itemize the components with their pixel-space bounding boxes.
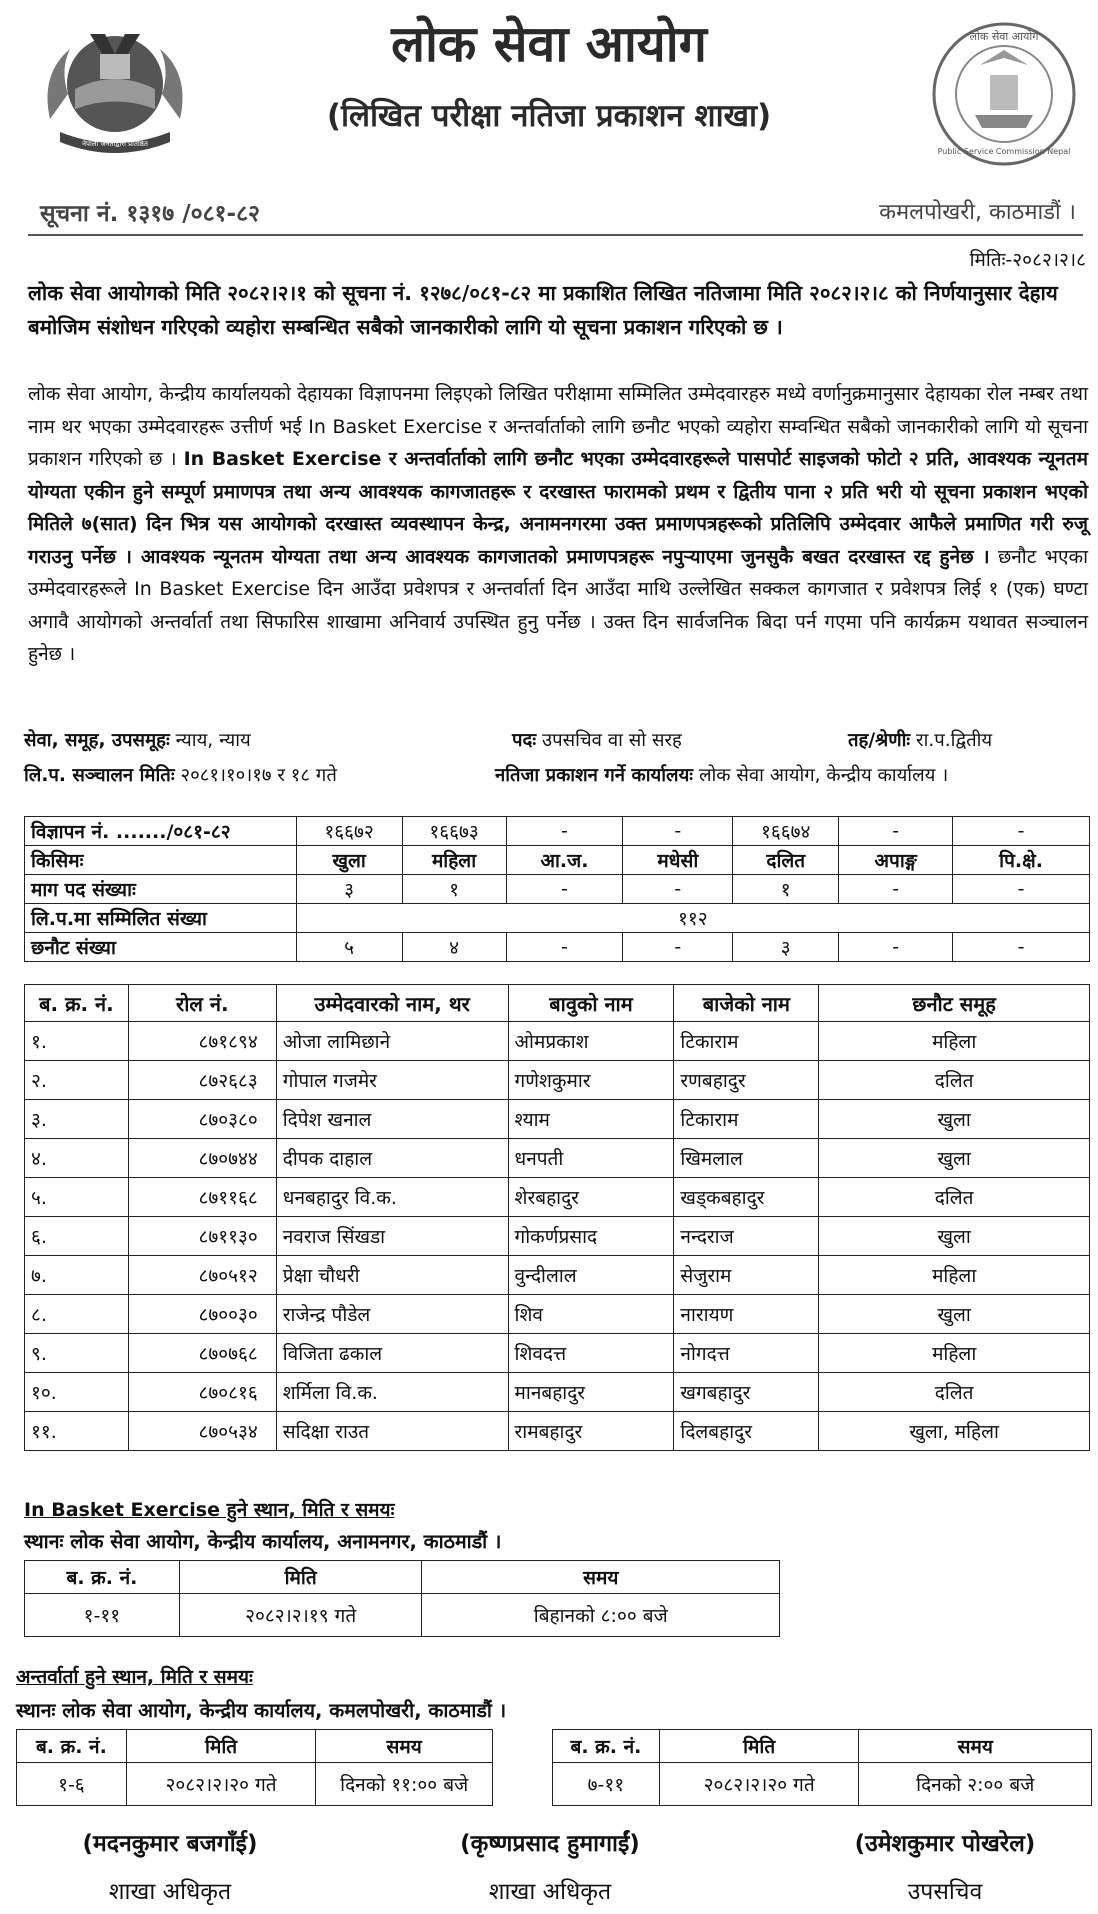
- column-header: ब. क्र. नं.: [17, 1730, 127, 1763]
- table-row: [25, 1178, 1090, 1217]
- table-cell: १६६७२: [296, 817, 402, 846]
- column-header: छनौट समूह: [819, 985, 1090, 1022]
- table-row: [25, 1295, 1090, 1334]
- column-header: समय: [422, 1561, 780, 1594]
- table-cell: टिकाराम: [674, 1022, 819, 1061]
- vacancy-row-total: [25, 904, 1090, 933]
- table-cell: धनपती: [508, 1139, 674, 1178]
- table-cell: प्रेक्षा चौधरी: [276, 1256, 508, 1295]
- basket-header-row: [25, 1561, 780, 1594]
- basket-row: [25, 1594, 780, 1637]
- table-cell: ८७००३०: [128, 1295, 276, 1334]
- table-cell: शिवदत्त: [508, 1334, 674, 1373]
- table-cell: ११२: [296, 904, 1089, 933]
- page-title: लोक सेवा आयोग: [391, 15, 707, 73]
- table-cell: राजेन्द्र पौडेल: [276, 1295, 508, 1334]
- signatory-title-1: शाखा अधिकृत: [108, 1879, 232, 1905]
- table-row: [25, 1412, 1090, 1451]
- table-cell: ८७०५१२: [128, 1256, 276, 1295]
- table-row: [25, 1061, 1090, 1100]
- table-cell: वुन्दीलाल: [508, 1256, 674, 1295]
- office-place: कमलपोखरी, काठमाडौं ।: [879, 200, 1076, 225]
- table-cell: नन्दराज: [674, 1217, 819, 1256]
- table-cell: -: [506, 817, 623, 846]
- table-cell: -: [839, 875, 953, 904]
- table-cell: दलित: [819, 1061, 1090, 1100]
- table-cell: ७-११: [553, 1763, 660, 1806]
- table-cell: ६.: [25, 1217, 129, 1256]
- table-cell: किसिमः: [25, 846, 297, 875]
- table-cell: -: [506, 933, 623, 962]
- vacancy-row-adv: [25, 817, 1090, 846]
- table-cell: १: [733, 875, 839, 904]
- table-cell: २.: [25, 1061, 129, 1100]
- table-cell: ८७०७६८: [128, 1334, 276, 1373]
- body-p3: छनौट भएका उम्मेदवारहरूले In Basket Exercise दिन आउँदा प्रवेशपत्र र अन्तर्वार्ता दिन आउँदा माथि उल्लेखित सक्कल कागजात र प्रवेशपत्र लिई १ (एक) घण्टा अगावै आयोगको अन्तर्वार्ता तथा सिफारिस शाखामा अनिवार्य उपस्थित हुनु पर्नेछ । उक्त दिन सार्वजनिक बिदा पर्न गएमा पनि कार्यक्रम यथावत सञ्चालन हुनेछ ।: [28, 545, 1088, 665]
- interview-header-row: [17, 1730, 493, 1763]
- table-cell: पि.क्षे.: [953, 846, 1090, 875]
- table-cell: दिनको २:०० बजे: [859, 1763, 1092, 1806]
- column-header: समय: [859, 1730, 1092, 1763]
- body-p1: लोक सेवा आयोग, केन्द्रीय कार्यालयको देहायका विज्ञापनमा लिइएको लिखित परीक्षामा सम्मिलित उम्मेदवारहरु मध्ये वर्णानुक्रमानुसार देहायका रोल नम्बर तथा नाम थर भएका उम्मेदवारहरू उत्तीर्ण भई In Basket Exercise र अन्तर्वार्ताको लागि छनौट भएको व्यहोरा सम्वन्धित सबैको जानकारीको लागि यो सूचना प्रकाशन गरिएको छ ।: [28, 383, 1088, 470]
- table-cell: १६६७३: [402, 817, 506, 846]
- table-cell: १-६: [17, 1763, 127, 1806]
- table-cell: -: [623, 817, 733, 846]
- table-cell: आ.ज.: [506, 846, 623, 875]
- table-cell: ११.: [25, 1412, 129, 1451]
- table-cell: ९.: [25, 1334, 129, 1373]
- table-cell: लि.प.मा सम्मिलित संख्या: [25, 904, 297, 933]
- table-cell: गोपाल गजमेर: [276, 1061, 508, 1100]
- table-cell: ५.: [25, 1178, 129, 1217]
- table-row: [25, 1139, 1090, 1178]
- table-cell: ८.: [25, 1295, 129, 1334]
- table-cell: १०.: [25, 1373, 129, 1412]
- emblem-motto: नेपाली जनताद्वारा प्रतिष्ठित: [82, 140, 148, 148]
- table-cell: टिकाराम: [674, 1100, 819, 1139]
- table-cell: दिपेश खनाल: [276, 1100, 508, 1139]
- post-info: [512, 727, 682, 752]
- table-row: [25, 1373, 1090, 1412]
- table-cell: खुला: [819, 1217, 1090, 1256]
- table-cell: २०८२।२।१९ गते: [179, 1594, 422, 1637]
- vacancy-table: [24, 816, 1090, 962]
- exam-date-info: [24, 762, 337, 787]
- column-header: ब. क्र. नं.: [553, 1730, 660, 1763]
- table-row: [25, 1256, 1090, 1295]
- table-cell: खुला: [819, 1139, 1090, 1178]
- table-cell: महिला: [402, 846, 506, 875]
- table-row: [25, 1022, 1090, 1061]
- table-row: [25, 1334, 1090, 1373]
- column-header: ब. क्र. नं.: [25, 985, 129, 1022]
- table-row: [25, 1217, 1090, 1256]
- table-cell: माग पद संख्याः: [25, 875, 297, 904]
- table-cell: ओजा लामिछाने: [276, 1022, 508, 1061]
- table-cell: ४.: [25, 1139, 129, 1178]
- table-cell: -: [506, 875, 623, 904]
- post-value: उपसचिव वा सो सरह: [541, 730, 682, 751]
- signatory-title-3: उपसचिव: [907, 1879, 983, 1905]
- table-cell: धनबहादुर वि.क.: [276, 1178, 508, 1217]
- interview-table-2: [552, 1729, 1092, 1806]
- level-label: तह/श्रेणीः: [848, 730, 911, 751]
- service-label: सेवा, समूह, उपसमूहः: [24, 730, 170, 751]
- table-cell: मधेसी: [623, 846, 733, 875]
- table-cell: ५: [296, 933, 402, 962]
- table-cell: ८७०५३४: [128, 1412, 276, 1451]
- table-cell: खुला: [819, 1295, 1090, 1334]
- table-cell: नवराज सिंखडा: [276, 1217, 508, 1256]
- basket-table: [24, 1560, 780, 1637]
- vacancy-row-type: [25, 846, 1090, 875]
- column-header: उम्मेदवारको नाम, थर: [276, 985, 508, 1022]
- table-cell: ३.: [25, 1100, 129, 1139]
- table-cell: -: [623, 933, 733, 962]
- table-cell: खुला: [819, 1100, 1090, 1139]
- table-cell: दिलबहादुर: [674, 1412, 819, 1451]
- header-divider: [28, 234, 1083, 236]
- service-value: न्याय, न्याय: [175, 730, 251, 751]
- table-cell: बिहानको ८:०० बजे: [422, 1594, 780, 1637]
- table-cell: २०८२।२।२० गते: [659, 1763, 859, 1806]
- level-info: [848, 727, 992, 752]
- body-p2-bold: In Basket Exercise र अन्तर्वार्ताको लागि छनौट भएका उम्मेदवारहरूले पासपोर्ट साइजको फोटो २ प्रति, आवश्यक न्यूनतम योग्यता एकीन हुने सम्पूर्ण प्रमाणपत्र तथा अन्य आवश्यक कागजातहरू र दरखास्त फारामको प्रथम र द्वितीय पाना २ प्रति भरी यो सूचना प्रकाशन भएको मितिले ७(सात) दिन भित्र यस आयोगको दरखास्त व्यवस्थापन केन्द्र, अनामनगरमा उक्त प्रमाणपत्रहरूको प्रतिलिपि उम्मेदवार आफैले प्रमाणित गरी रुजू गराउनु पर्नेछ । आवश्यक न्यूनतम योग्यता तथा अन्य आवश्यक कागजातको प्रमाणपत्रहरू नपुऱ्याएमा जुनसुकै बखत दरखास्त रद्द हुनेछ ।: [28, 448, 1088, 568]
- level-value: रा.प.द्वितीय: [916, 730, 993, 751]
- column-header: बावुको नाम: [508, 985, 674, 1022]
- table-cell: दलित: [819, 1373, 1090, 1412]
- post-label: पदः: [512, 730, 537, 751]
- table-cell: खुला: [296, 846, 402, 875]
- table-cell: ८७०८१६: [128, 1373, 276, 1412]
- table-cell: खिमलाल: [674, 1139, 819, 1178]
- table-cell: १६६७४: [733, 817, 839, 846]
- basket-venue: स्थानः लोक सेवा आयोग, केन्द्रीय कार्यालय, अनामनगर, काठमाडौं ।: [24, 1530, 502, 1553]
- interview-row: [17, 1763, 493, 1806]
- table-cell: गोकर्णप्रसाद: [508, 1217, 674, 1256]
- interview-row: [553, 1763, 1092, 1806]
- table-cell: अपाङ्ग: [839, 846, 953, 875]
- seal-text-top: लोक सेवा आयोग: [969, 30, 1039, 43]
- interview-heading: अन्तर्वार्ता हुने स्थान, मिति र समयः: [16, 1666, 253, 1688]
- table-cell: रणबहादुर: [674, 1061, 819, 1100]
- table-cell: १: [402, 875, 506, 904]
- table-cell: ओमप्रकाश: [508, 1022, 674, 1061]
- table-cell: २०८२।२।२० गते: [126, 1763, 316, 1806]
- interview-venue: स्थानः लोक सेवा आयोग, केन्द्रीय कार्यालय, कमलपोखरी, काठमाडौं ।: [16, 1699, 507, 1722]
- table-row: [25, 1100, 1090, 1139]
- table-cell: शर्मिला वि.क.: [276, 1373, 508, 1412]
- table-cell: -: [839, 817, 953, 846]
- table-cell: खुला, महिला: [819, 1412, 1090, 1451]
- table-cell: महिला: [819, 1334, 1090, 1373]
- interview-table-1: [16, 1729, 493, 1806]
- notice-number: सूचना नं. १३१७ /०८१-८२: [40, 201, 260, 227]
- table-cell: शिव: [508, 1295, 674, 1334]
- exam-date-value: २०८१।१०।१७ र १८ गते: [180, 765, 337, 786]
- table-cell: सेजुराम: [674, 1256, 819, 1295]
- table-cell: विजिता ढकाल: [276, 1334, 508, 1373]
- table-cell: नोगदत्त: [674, 1334, 819, 1373]
- table-cell: दीपक दाहाल: [276, 1139, 508, 1178]
- column-header: मिति: [179, 1561, 422, 1594]
- office-label: नतिजा प्रकाशन गर्ने कार्यालयः: [495, 765, 694, 786]
- table-cell: ८७११६८: [128, 1178, 276, 1217]
- table-cell: दिनको ११:०० बजे: [316, 1763, 493, 1806]
- table-cell: ४: [402, 933, 506, 962]
- table-cell: शेरबहादुर: [508, 1178, 674, 1217]
- table-cell: रामबहादुर: [508, 1412, 674, 1451]
- table-cell: -: [953, 817, 1090, 846]
- table-cell: १.: [25, 1022, 129, 1061]
- results-header-row: [25, 985, 1090, 1022]
- column-header: रोल नं.: [128, 985, 276, 1022]
- vacancy-row-selected: [25, 933, 1090, 962]
- table-cell: खड्कबहादुर: [674, 1178, 819, 1217]
- column-header: ब. क्र. नं.: [25, 1561, 180, 1594]
- signatory-name-2: (कृष्णप्रसाद हुमागाईं): [460, 1831, 640, 1857]
- table-cell: विज्ञापन नं. ......./०८१-८२: [25, 817, 297, 846]
- table-cell: नारायण: [674, 1295, 819, 1334]
- results-table: [24, 984, 1090, 1451]
- table-cell: १-११: [25, 1594, 180, 1637]
- table-cell: गणेशकुमार: [508, 1061, 674, 1100]
- table-cell: दलित: [819, 1178, 1090, 1217]
- table-cell: -: [623, 875, 733, 904]
- column-header: समय: [316, 1730, 493, 1763]
- table-cell: -: [839, 933, 953, 962]
- basket-heading: In Basket Exercise हुने स्थान, मिति र समयः: [24, 1499, 395, 1521]
- table-cell: महिला: [819, 1022, 1090, 1061]
- column-header: मिति: [126, 1730, 316, 1763]
- table-cell: दलित: [733, 846, 839, 875]
- table-cell: ८७०३८०: [128, 1100, 276, 1139]
- service-info: [24, 727, 251, 752]
- table-cell: ३: [733, 933, 839, 962]
- exam-date-label: लि.प. सञ्चालन मितिः: [24, 765, 175, 786]
- table-cell: ८७१८९४: [128, 1022, 276, 1061]
- amendment-paragraph: लोक सेवा आयोगको मिति २०८२।२।१ को सूचना नं. १२७८/०८१-८२ मा प्रकाशित लिखित नतिजामा मिति २०८२।२।८ को निर्णयानुसार देहाय बमोजिम संशोधन गरिएको व्यहोरा सम्बन्धित सबैको जानकारीको लागि यो सूचना प्रकाशन गरिएको छ ।: [28, 281, 1058, 339]
- signatory-title-2: शाखा अधिकृत: [488, 1879, 612, 1905]
- interview-header-row: [553, 1730, 1092, 1763]
- table-cell: -: [953, 875, 1090, 904]
- table-cell: ८७०७४४: [128, 1139, 276, 1178]
- table-cell: खगबहादुर: [674, 1373, 819, 1412]
- seal-text-bottom: Public Service Commission Nepal: [937, 147, 1071, 156]
- table-cell: महिला: [819, 1256, 1090, 1295]
- signatory-name-1: (मदनकुमार बजगाँई): [82, 1831, 258, 1857]
- table-cell: ८७२६८३: [128, 1061, 276, 1100]
- table-cell: श्याम: [508, 1100, 674, 1139]
- column-header: मिति: [659, 1730, 859, 1763]
- office-info: [495, 762, 948, 787]
- notice-body: [28, 378, 1088, 671]
- page-subtitle: (लिखित परीक्षा नतिजा प्रकाशन शाखा): [326, 98, 772, 134]
- table-cell: छनौट संख्या: [25, 933, 297, 962]
- signatory-name-3: (उमेशकुमार पोखरेल): [854, 1831, 1036, 1857]
- vacancy-row-demand: [25, 875, 1090, 904]
- column-header: बाजेको नाम: [674, 985, 819, 1022]
- office-value: लोक सेवा आयोग, केन्द्रीय कार्यालय ।: [698, 765, 949, 786]
- table-cell: ३: [296, 875, 402, 904]
- table-cell: ८७११३०: [128, 1217, 276, 1256]
- table-cell: -: [953, 933, 1090, 962]
- table-cell: ७.: [25, 1256, 129, 1295]
- table-cell: सदिक्षा राउत: [276, 1412, 508, 1451]
- table-cell: मानबहादुर: [508, 1373, 674, 1412]
- notice-date: मितिः-२०८२।२।८: [969, 249, 1086, 271]
